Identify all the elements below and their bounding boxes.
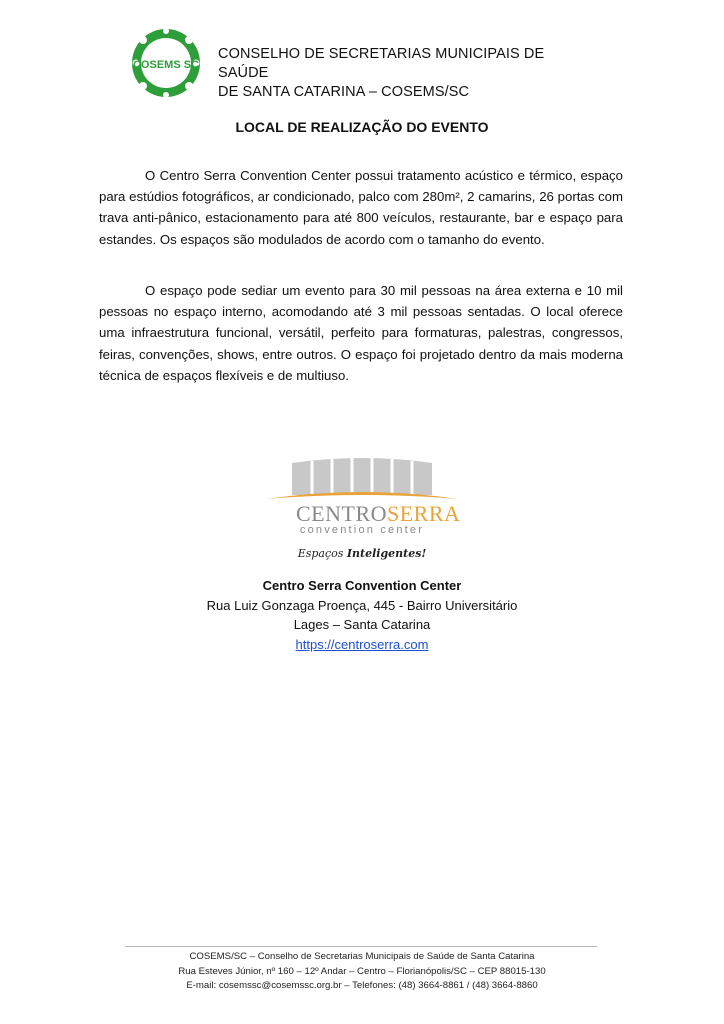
- cosems-logo: [130, 28, 202, 98]
- brand-subtitle: convention center: [299, 524, 425, 536]
- centro-serra-logo: [262, 455, 462, 567]
- org-name-line2: DE SANTA CATARINA – COSEMS/SC: [218, 84, 470, 100]
- svg-text:Espaços Inteligentes!: [297, 547, 427, 560]
- svg-text:CENTROSERRA: [296, 501, 460, 526]
- venue-name: Centro Serra Convention Center: [262, 578, 462, 593]
- logo-text: COSEMS SC: [132, 59, 200, 71]
- brand-word-centro: CENTRO: [296, 501, 387, 526]
- brand-tagline-2: Inteligentes!: [346, 547, 427, 560]
- letterhead: [130, 28, 590, 98]
- footer-line2: Rua Esteves Júnior, nº 160 – 12º Andar – Centro – Florianópolis/SC – CEP 88015-130: [178, 965, 546, 977]
- footer-line3: E-mail: cosemssc@cosemssc.org.br – Telefones: (48) 3664-8861 / (48) 3664-8860: [186, 980, 538, 991]
- venue-address: Rua Luiz Gonzaga Proença, 445 - Bairro Universitário: [206, 597, 518, 613]
- venue-info: [0, 576, 724, 654]
- organization-name: [218, 45, 590, 102]
- venue-city: Lages – Santa Catarina: [293, 617, 431, 632]
- org-name-line1: CONSELHO DE SECRETARIAS MUNICIPAIS DE SAÚDE: [218, 46, 545, 81]
- footer-divider: [125, 946, 597, 947]
- brand-word-serra: SERRA: [387, 501, 461, 526]
- paragraph-1: O Centro Serra Convention Center possui tratamento acústico e térmico, espaço para estúdios fotográficos, ar condicionado, palco com 280m², 2 camarins, 26 portas com trava anti-pânico, estacionamento para até 800 veículos, restaurante, bar e espaço para estandes. Os espaços são modulados de acordo com o tamanho do evento.: [99, 168, 623, 247]
- section-title: LOCAL DE REALIZAÇÃO DO EVENTO: [235, 119, 489, 135]
- brand-tagline-1: Espaços: [297, 547, 347, 560]
- venue-link[interactable]: https://centroserra.com: [295, 636, 429, 652]
- footer-line1: COSEMS/SC – Conselho de Secretarias Municipais de Saúde de Santa Catarina: [189, 951, 535, 962]
- footer: [0, 950, 724, 994]
- paragraph-2: O espaço pode sediar um evento para 30 mil pessoas na área externa e 10 mil pessoas no espaço interno, acomodando até 3 mil pessoas sentadas. O local oferece uma infraestrutura funcional, versátil, perfeito para formaturas, palestras, congressos, feiras, convenções, shows, entre outros. O espaço foi projetado dentro da mais moderna técnica de espaços flexíveis e de multiuso.: [99, 283, 623, 383]
- building-icon: [266, 458, 458, 499]
